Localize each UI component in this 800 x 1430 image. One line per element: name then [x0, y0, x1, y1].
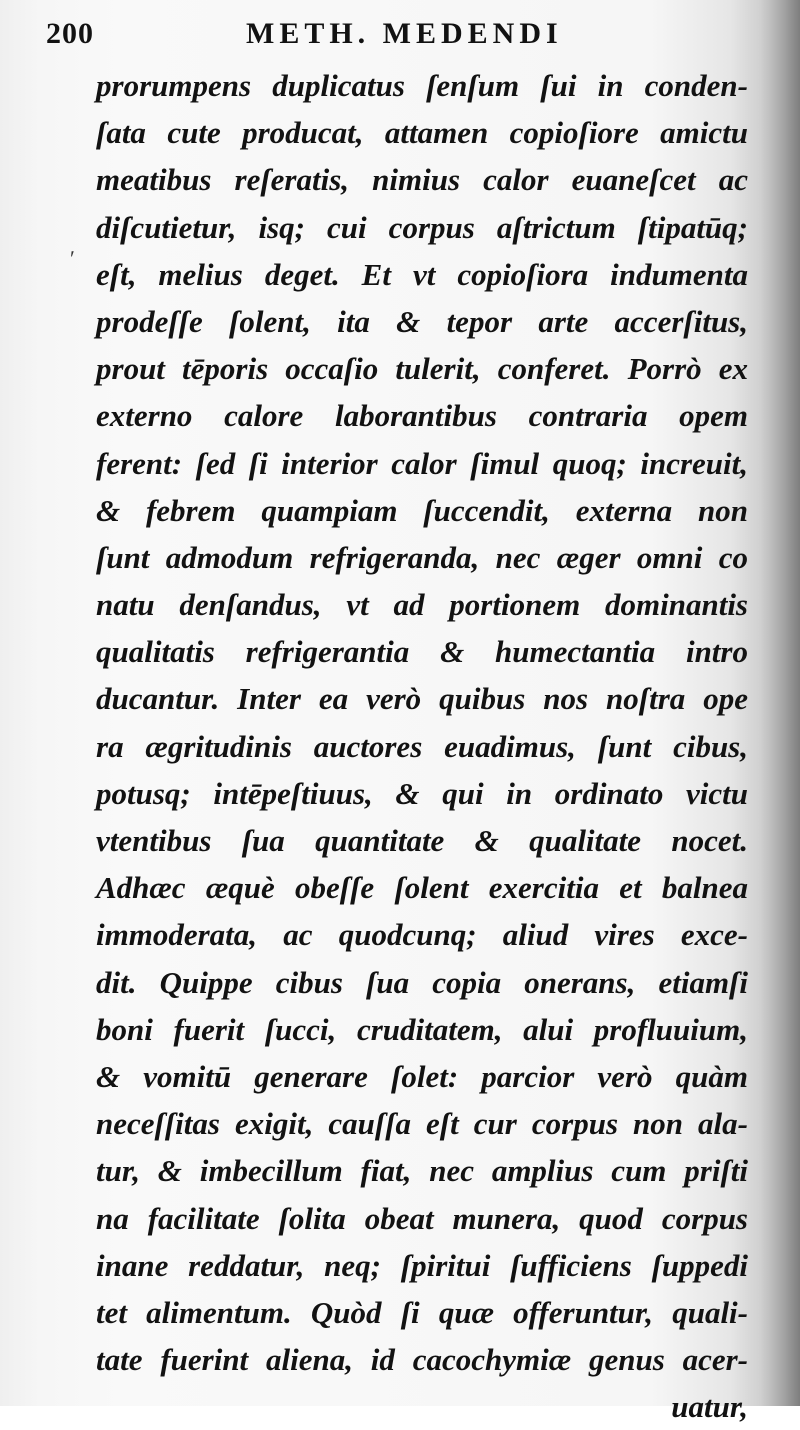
- text-line: tate fuerint aliena, id cacochymiæ genus acer-: [96, 1342, 748, 1378]
- text-line: Adhæc æquè obeſſe ſolent exercitia et balnea: [96, 870, 748, 906]
- text-line: ſunt admodum refrigeranda, nec æger omni co: [96, 539, 748, 575]
- text-line: ferent: ſed ſi interior calor ſimul quoq; increuit,: [96, 445, 748, 481]
- text-line: vtentibus ſua quantitate & qualitate nocet.: [96, 823, 748, 858]
- text-line: inane reddatur, neq; ſpiritui ſufficiens ſuppedi: [96, 1247, 748, 1283]
- page-number: 200: [46, 17, 94, 50]
- text-line: prout tēporis occaſio tulerit, conferet. Porrò ex: [96, 351, 748, 387]
- text-line: tur, & imbecillum fiat, nec amplius cum priſti: [96, 1153, 748, 1189]
- text-line: eſt, melius deget. Et vt copioſiora indumenta: [96, 256, 748, 292]
- text-line: ducantur. Inter ea verò quibus nos noſtra ope: [96, 681, 748, 717]
- text-line: prorumpens duplicatus ſenſum ſui in conden-: [96, 68, 748, 103]
- text-line: meatibus reſeratis, nimius calor euaneſcet ac: [96, 162, 748, 198]
- text-line: qualitatis refrigerantia & humectantia intro: [96, 634, 748, 670]
- text-line: potusq; intēpeſtiuus, & qui in ordinato victu: [96, 775, 748, 811]
- text-line: & febrem quampiam ſuccendit, externa non: [96, 492, 748, 528]
- text-line: neceſſitas exigit, cauſſa eſt cur corpus non ala-: [96, 1106, 748, 1142]
- margin-mark: ʹ: [70, 246, 75, 271]
- text-line: externo calore laborantibus contraria opem: [96, 398, 748, 434]
- page-header: [46, 14, 746, 54]
- text-line: boni fuerit ſucci, cruditatem, alui profluuium,: [96, 1011, 748, 1047]
- text-line: ra ægritudinis auctores euadimus, ſunt cibus,: [96, 728, 748, 764]
- text-line: & vomitū generare ſolet: parcior verò quàm: [96, 1058, 748, 1094]
- text-line: dit. Quippe cibus ſua copia onerans, etiamſi: [96, 964, 748, 1000]
- body-text: [96, 62, 748, 1425]
- running-head: METH. MEDENDI: [246, 17, 563, 50]
- text-line: ſata cute producat, attamen copioſiore amictu: [96, 115, 748, 151]
- page-edge-shadow: [760, 0, 800, 1406]
- text-line: diſcutietur, isq; cui corpus aſtrictum ſtipatūq;: [96, 209, 748, 245]
- catchword: uatur,: [671, 1389, 748, 1425]
- text-line: tet alimentum. Quòd ſi quæ offeruntur, quali-: [96, 1294, 748, 1330]
- text-line: prodeſſe ſolent, ita & tepor arte accerſitus,: [96, 303, 748, 339]
- text-line: na facilitate ſolita obeat munera, quod corpus: [96, 1200, 748, 1236]
- text-line: immoderata, ac quodcunq; aliud vires exce-: [96, 917, 748, 953]
- text-line: natu denſandus, vt ad portionem dominantis: [96, 587, 748, 623]
